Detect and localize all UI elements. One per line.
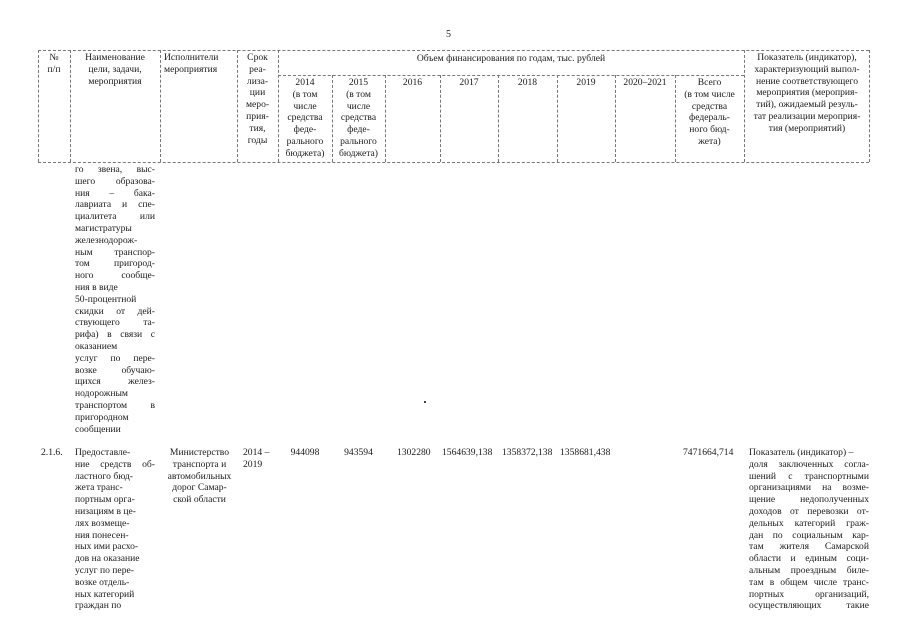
row-total: 7471664,714 (683, 447, 734, 458)
header-year-2015: 2015 (в том числе средства феде- рального бюджета) (339, 77, 378, 159)
text-line: шений с транспортными (749, 470, 869, 482)
header-year-2019: 2019 (576, 77, 596, 88)
scan-speck (424, 401, 426, 403)
text-line: щихся желез- (75, 376, 155, 388)
header-year-2014: 2014 (в том числе средства феде- рального бюджета) (285, 77, 325, 159)
text-line: низациям в це- (75, 505, 136, 517)
header-name: Наименование цели, задачи, мероприятия (85, 52, 145, 87)
text-line: ния в виде (75, 281, 118, 293)
text-line: нодорожным (75, 388, 128, 400)
row-indicator-cell (749, 447, 869, 612)
row-value-2019: 1358681,438 (560, 447, 611, 458)
text-line: скидки от дей- (75, 305, 155, 317)
text-line: дорог Самар- (172, 482, 227, 494)
text-line: ния понесен- (75, 529, 129, 541)
row-value-2018: 1358372,138 (502, 447, 553, 458)
text-line: области и единым соци- (749, 553, 869, 565)
text-line: ской области (173, 494, 226, 506)
text-line: транспортом в (75, 399, 155, 411)
text-line: ных категорий (75, 588, 135, 600)
row-value-2015: 943594 (344, 447, 373, 458)
header-year-2016: 2016 (402, 77, 423, 88)
text-line: пригородном (75, 411, 129, 423)
text-line: щение недополученных (749, 494, 869, 506)
text-line: лавриата и спе- (75, 199, 155, 211)
text-line: ного сообще- (75, 270, 155, 282)
text-line: 50-процентной (75, 293, 137, 305)
text-line: доходов от перевозки от- (749, 505, 869, 517)
text-line: оказанием (75, 340, 118, 352)
text-line: там жителя Самарской (749, 541, 869, 553)
header-indicator: Показатель (индикатор), характеризующий выпол- нение соответствующего мероприятия (мероприя- тий), ожидаемый резуль- тат реализации мероприя- тия (мероприятий) (753, 52, 861, 134)
text-line: сообщении (75, 423, 121, 435)
text-line: ние средств об- (75, 458, 155, 470)
text-line: услуг по пере- (75, 352, 155, 364)
header-executors: Исполнители мероприятия (164, 52, 219, 75)
text-line: организациями на возме- (749, 482, 869, 494)
text-line: дов на оказание (75, 553, 140, 565)
text-line: там в общем числе транс- (749, 576, 869, 588)
continued-name-cell (75, 164, 155, 435)
text-line: жета транс- (75, 482, 123, 494)
text-line: дан по социальным кар- (749, 529, 869, 541)
text-line: ластного бюд- (75, 470, 133, 482)
header-year-2020-2021: 2020–2021 (623, 77, 667, 88)
header-term: Срок реа- лиза- ции меро- прия- тия, годы (245, 52, 270, 146)
text-line: доля заключенных согла- (749, 458, 869, 470)
text-line: услуг по пере- (75, 564, 134, 576)
row-name-cell (75, 447, 155, 612)
text-line: граждан по (75, 600, 122, 612)
text-line: ных ими расхо- (75, 541, 139, 553)
text-line: возке обучаю- (75, 364, 155, 376)
row-number: 2.1.6. (41, 447, 63, 458)
text-line: ния – бака- (75, 187, 155, 199)
text-line: шего образова- (75, 175, 155, 187)
header-total: Всего (в том числе средства федераль- ного бюд- жета) (684, 77, 735, 147)
text-line: ствующего та- (75, 317, 155, 329)
header-year-2018: 2018 (517, 77, 538, 88)
text-line: портным орга- (75, 494, 135, 506)
text-line: дельных категорий граж- (749, 517, 869, 529)
text-line: портных организаций, (749, 588, 869, 600)
row-value-2016: 1302280 (397, 447, 431, 458)
text-line: железнодорож- (75, 234, 138, 246)
row-executors-cell (161, 447, 238, 506)
text-line: альным проездным биле- (749, 564, 869, 576)
row-value-2017: 1564639,138 (442, 447, 493, 458)
text-line: возке отдель- (75, 576, 130, 588)
page-number: 5 (446, 29, 451, 40)
text-line: Министерство (169, 447, 230, 458)
header-financing: Объем финансирования по годам, тыс. рублей (416, 53, 606, 64)
text-line: Предоставле- (75, 447, 131, 458)
text-line: осуществляющих такие (749, 600, 869, 612)
row-value-2014: 944098 (290, 447, 320, 458)
header-year-2017: 2017 (459, 77, 479, 88)
text-line: циалитета или (75, 211, 155, 223)
text-line: го звена, выс- (75, 164, 155, 175)
text-line: магистратуры (75, 222, 132, 234)
text-line: рифа) в связи с (75, 329, 155, 341)
text-line: лях возмеще- (75, 517, 130, 529)
row-term: 2014 – 2019 (243, 447, 270, 470)
text-line: транспорта и (172, 458, 227, 470)
header-number: № п/п (47, 52, 61, 75)
text-line: автомобильных (167, 470, 232, 482)
text-line: том пригород- (75, 258, 155, 270)
text-line: ным транспор- (75, 246, 155, 258)
text-line: Показатель (индикатор) – (749, 447, 854, 458)
